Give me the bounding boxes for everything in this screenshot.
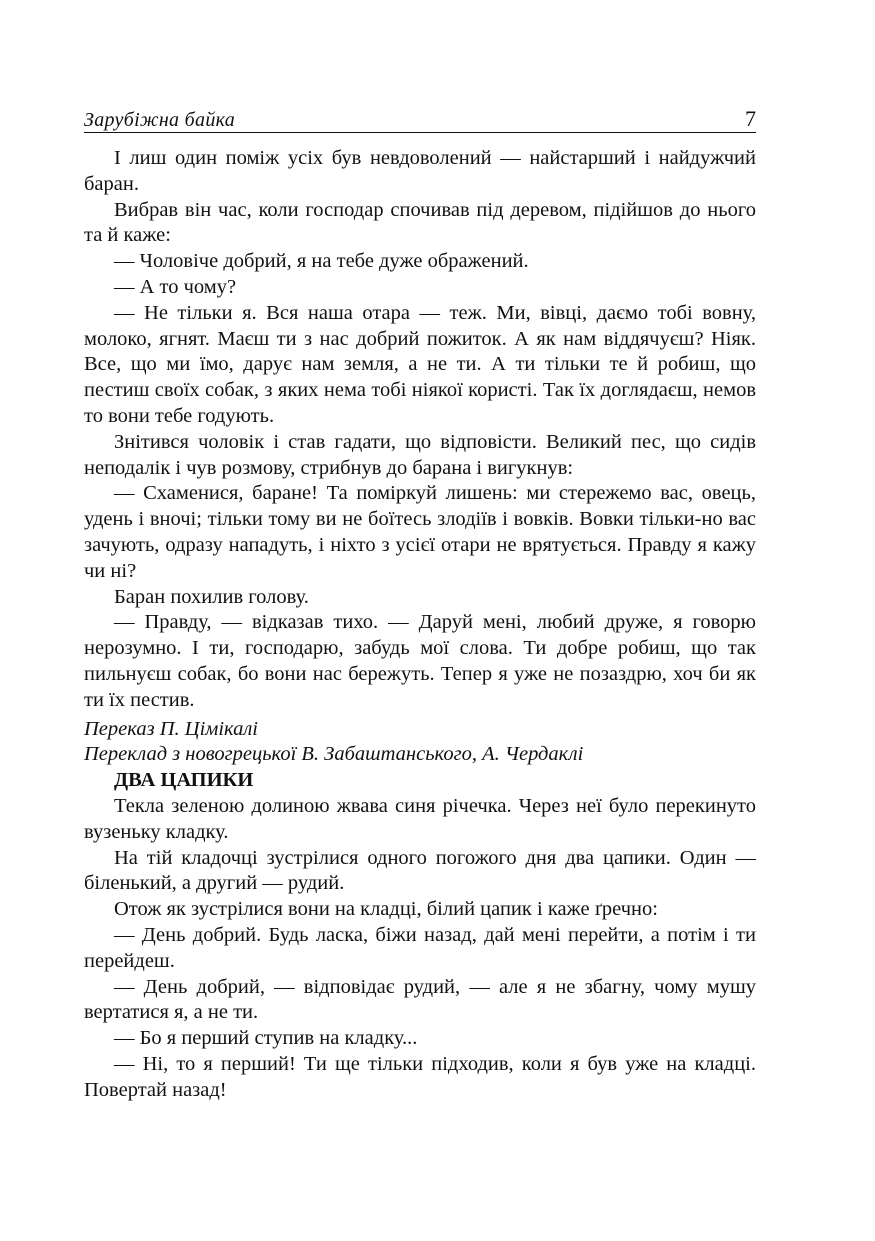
- paragraph: Знітився чоловік і став гадати, що відповісти. Великий пес, що сидів неподалік і чув розмову, стрибнув до барана і вигукнув:: [84, 430, 756, 479]
- paragraph: — Правду, — відказав тихо. — Даруй мені, любий друже, я говорю нерозумно. І ти, господарю, забудь мої слова. Ти добре робиш, що так пильнуєш собак, бо вони нас бережуть. Тепер я уже не позаздрю, хоч би як ти їх пестив.: [84, 611, 756, 711]
- running-title: Зарубіжна байка: [84, 109, 236, 131]
- paragraph: — Не тільки я. Вся наша отара — теж. Ми, вівці, даємо тобі вовну, молоко, ягнят. Маєш ти з нас добрий пожиток. А як нам віддячуєш? Ніяк. Все, що ми їмо, дарує нам земля, а не ти. А ти тільки те й робиш, що пестиш своїх собак, з яких нема тобі ніякої користі. Так їх доглядаєш, немов то вони тебе годують.: [84, 301, 756, 427]
- paragraph: Вибрав він час, коли господар спочивав під деревом, підійшов до нього та й каже:: [84, 198, 756, 247]
- paragraph: — День добрий, — відповідає рудий, — але я не збагну, чому мушу вертатися я, а не ти.: [84, 975, 756, 1024]
- paragraph: — А то чому?: [114, 275, 237, 298]
- paragraph: — Чоловіче добрий, я на тебе дуже ображений.: [114, 250, 529, 273]
- paragraph: На тій кладочці зустрілися одного погожого дня два цапики. Один — біленький, а другий — рудий.: [84, 846, 756, 895]
- paragraph: — Бо я перший ступив на кладку...: [114, 1027, 418, 1050]
- running-header: [84, 104, 756, 133]
- page-body: [84, 146, 756, 1103]
- paragraph: — День добрий. Будь ласка, біжи назад, дай мені перейти, а потім і ти перейдеш.: [84, 923, 756, 972]
- paragraph: — Схаменися, баране! Та поміркуй лишень: ми стережемо вас, овець, удень і вночі; тільки тому ви не боїтесь злодіїв і вовків. Вовки тільки-но вас зачують, одразу нападуть, і ніхто з усієї отари не врятується. Правду я кажу чи ні?: [84, 482, 756, 582]
- paragraph: Отож як зустрілися вони на кладці, білий цапик і каже ґречно:: [114, 898, 658, 921]
- page-number: 7: [745, 106, 756, 131]
- paragraph: — Ні, то я перший! Ти ще тільки підходив, коли я був уже на кладці. Повертай назад!: [84, 1052, 756, 1101]
- retelling-credit: Переказ П. Цімікалі: [84, 717, 258, 740]
- paragraph: І лиш один поміж усіх був невдоволений — найстарший і найдужчий баран.: [84, 147, 756, 195]
- translation-credit: Переклад з новогрецької В. Забаштанського, А. Чердаклі: [84, 743, 584, 766]
- paragraph: Текла зеленою долиною жвава синя річечка. Через неї було перекинуто вузеньку кладку.: [84, 794, 756, 843]
- paragraph: Баран похилив голову.: [114, 585, 309, 608]
- story-title: ДВА ЦАПИКИ: [114, 769, 254, 792]
